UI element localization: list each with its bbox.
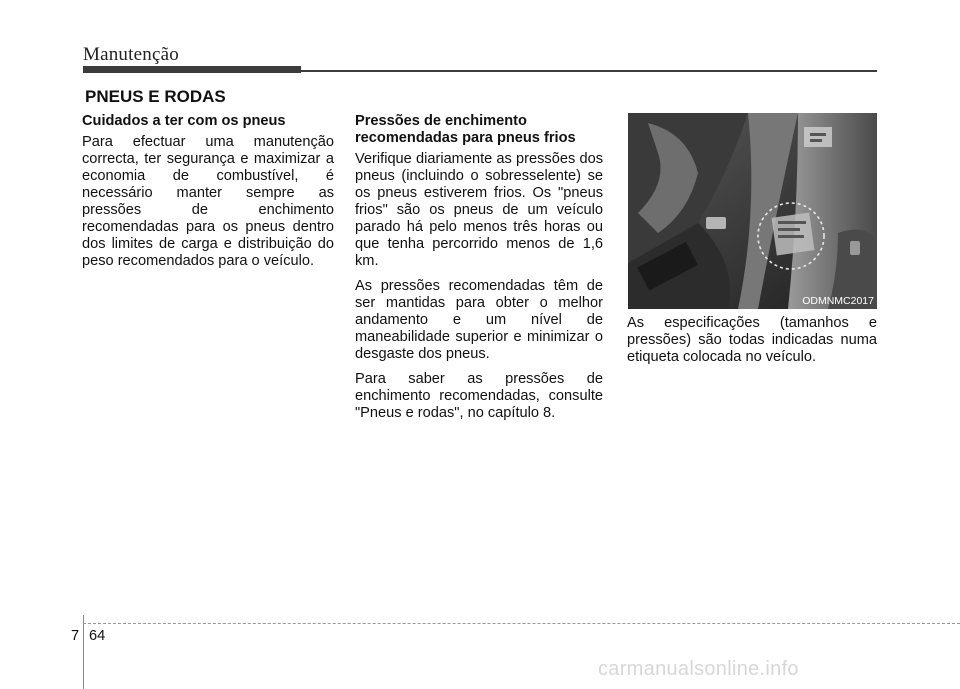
footer-dashed-rule bbox=[83, 623, 960, 624]
watermark: carmanualsonline.info bbox=[598, 658, 799, 680]
cold-pressure-paragraph-3: Para saber as pressões de enchimento recomendadas, consulte "Pneus e rodas", no capítulo 8. bbox=[355, 371, 603, 421]
column-1 bbox=[82, 113, 334, 278]
image-code: ODMNMC2017 bbox=[802, 295, 874, 307]
label-description: As especificações (tamanhos e pressões) são todas indicadas numa etiqueta colocada no veículo. bbox=[627, 315, 877, 365]
door-label-photo bbox=[628, 113, 877, 309]
section-title: PNEUS E RODAS bbox=[85, 87, 226, 106]
tire-care-heading: Cuidados a ter com os pneus bbox=[82, 113, 286, 129]
header-rule bbox=[301, 70, 877, 72]
cold-pressure-paragraph-2: As pressões recomendadas têm de ser mantidas para obter o melhor andamento e um nível de maneabilidade superior e minimizar o desgaste dos pneus. bbox=[355, 278, 603, 362]
chapter-title: Manutenção bbox=[83, 44, 179, 65]
cold-pressure-heading: Pressões de enchimento recomendadas para pneus frios bbox=[355, 113, 576, 146]
column-2 bbox=[355, 113, 603, 430]
footer-vertical-rule bbox=[83, 615, 84, 689]
column-3 bbox=[627, 315, 877, 374]
door-label-illustration bbox=[628, 113, 877, 309]
tire-care-paragraph: Para efectuar uma manutenção correcta, ter segurança e maximizar a economia de combustível, é necessário manter sempre as pressões de enchimento recomendadas para os pneus dentro dos limites de carga e distribuição do peso recomendados para o veículo. bbox=[82, 134, 334, 269]
page-number: 64 bbox=[89, 628, 106, 644]
header-bar bbox=[83, 66, 301, 73]
cold-pressure-paragraph-1: Verifique diariamente as pressões dos pneus (incluindo o sobresselente) se os pneus estiverem frios. Os "pneus frios" são os pneus de um veículo parado há pelo menos três horas ou que tenha percorrido menos de 1,6 km. bbox=[355, 151, 603, 269]
chapter-number: 7 bbox=[71, 628, 80, 644]
